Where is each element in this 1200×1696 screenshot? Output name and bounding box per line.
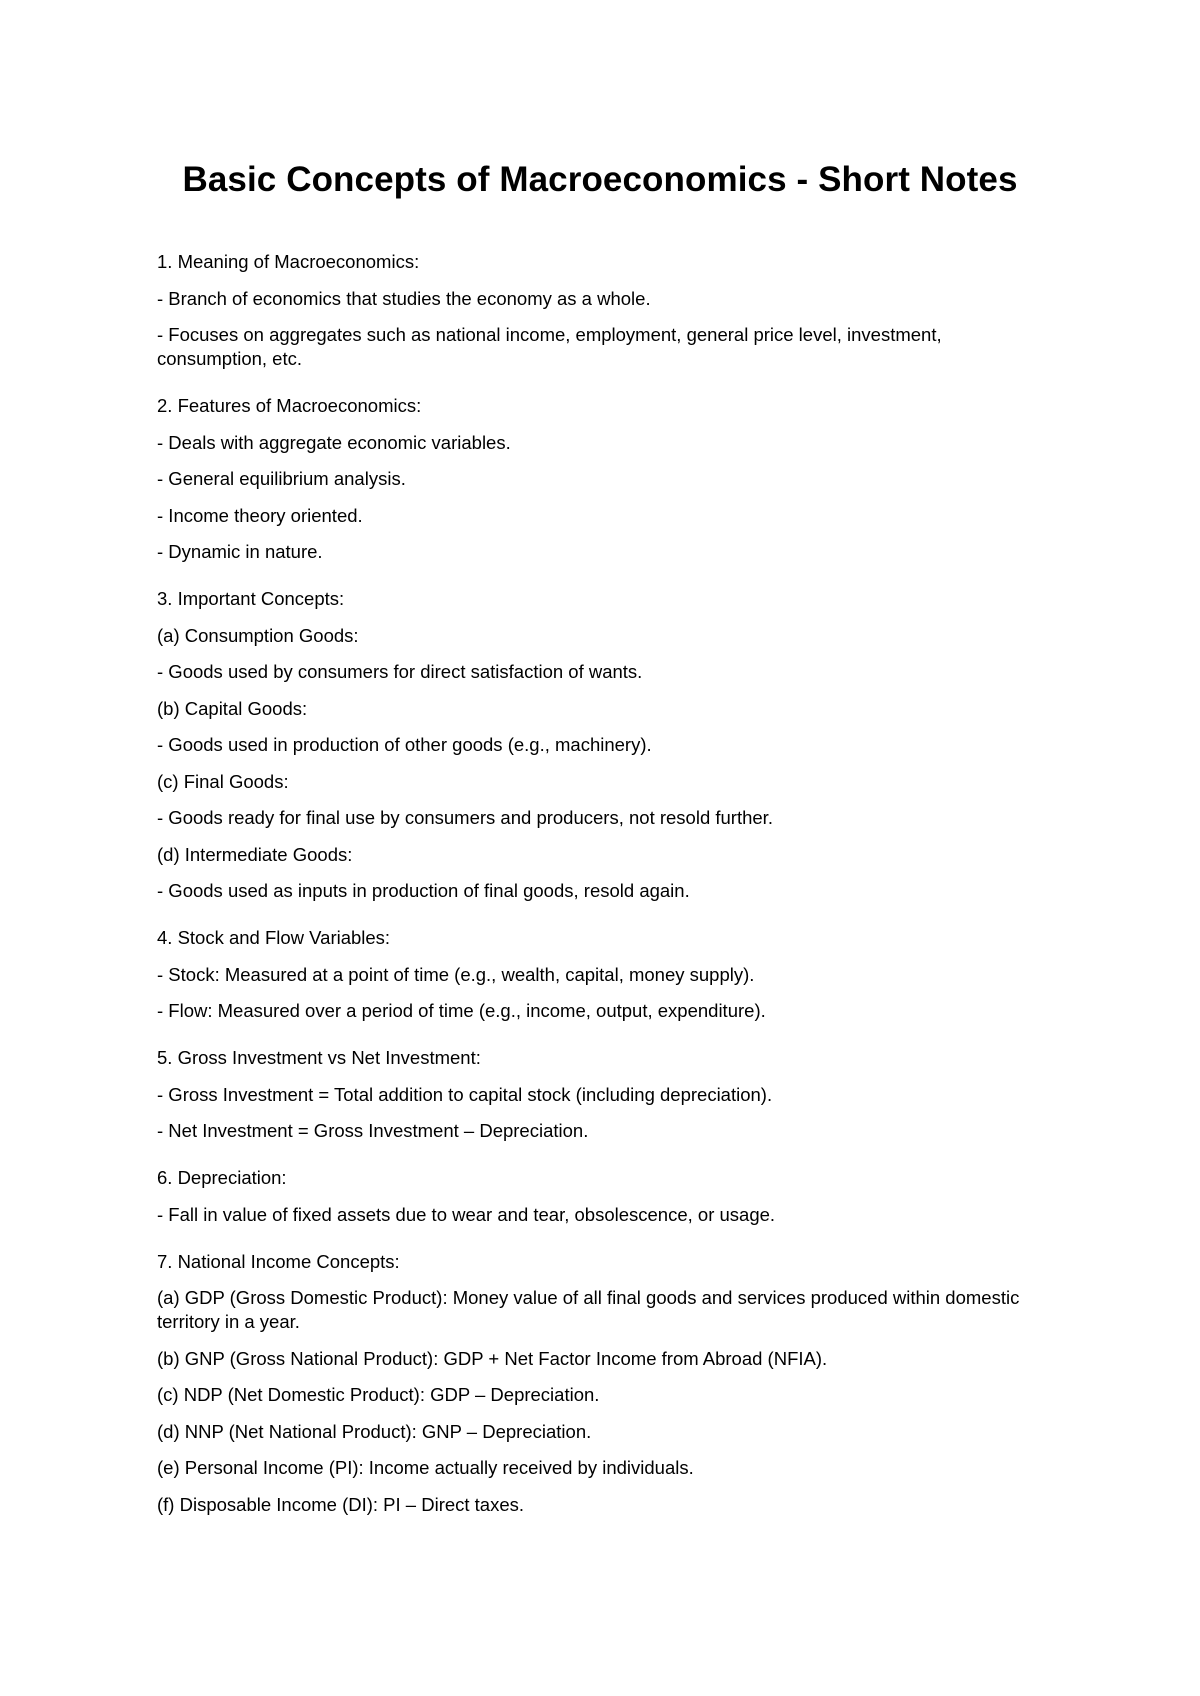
note-line: - Branch of economics that studies the economy as a whole. [157,287,651,309]
section-important-concepts [157,587,1047,903]
section-heading: 2. Features of Macroeconomics: [157,395,422,416]
note-line: - General equilibrium analysis. [157,468,406,489]
note-line-nnp: (d) NNP (Net National Product): GNP – Depreciation. [157,1420,592,1442]
document-body [157,250,1047,1529]
section-stock-flow [157,926,1047,1023]
note-line: - Net Investment = Gross Investment – Depreciation. [157,1120,589,1141]
section-investment [157,1046,1047,1143]
note-line: - Income theory oriented. [157,504,363,526]
note-line: - Goods used by consumers for direct satisfaction of wants. [157,661,643,682]
section-heading: 7. National Income Concepts: [157,1250,400,1272]
section-heading: 4. Stock and Flow Variables: [157,927,391,948]
note-line-gnp: (b) GNP (Gross National Product): GDP + Net Factor Income from Abroad (NFIA). [157,1347,828,1369]
note-line: - Goods ready for final use by consumers and producers, not resold further. [157,807,773,828]
note-line: - Focuses on aggregates such as national income, employment, general price level, investment, consumption, etc. [157,324,942,369]
subheading-consumption-goods: (a) Consumption Goods: [157,624,359,646]
section-heading: 6. Depreciation: [157,1167,287,1188]
section-features [157,394,1047,564]
note-line-di: (f) Disposable Income (DI): PI – Direct taxes. [157,1493,525,1515]
note-line: - Gross Investment = Total addition to capital stock (including depreciation). [157,1083,773,1105]
section-national-income [157,1250,1047,1517]
note-line-pi: (e) Personal Income (PI): Income actually received by individuals. [157,1457,694,1478]
note-line-gdp: (a) GDP (Gross Domestic Product): Money value of all final goods and services produced within domestic territory in a year. [157,1287,1020,1332]
note-line-ndp: (c) NDP (Net Domestic Product): GDP – Depreciation. [157,1384,600,1405]
subheading-final-goods: (c) Final Goods: [157,770,289,792]
subheading-intermediate-goods: (d) Intermediate Goods: [157,843,353,865]
note-line: - Goods used as inputs in production of final goods, resold again. [157,880,690,901]
note-line: - Fall in value of fixed assets due to wear and tear, obsolescence, or usage. [157,1203,776,1225]
note-line: - Deals with aggregate economic variables. [157,431,511,453]
note-line: - Dynamic in nature. [157,541,323,562]
section-heading: 1. Meaning of Macroeconomics: [157,251,420,272]
section-depreciation [157,1166,1047,1227]
section-heading: 3. Important Concepts: [157,588,345,609]
section-heading: 5. Gross Investment vs Net Investment: [157,1047,481,1068]
note-line: - Flow: Measured over a period of time (e.g., income, output, expenditure). [157,1000,766,1021]
section-meaning [157,250,1047,371]
note-line: - Goods used in production of other goods (e.g., machinery). [157,734,652,755]
page-title: Basic Concepts of Macroeconomics - Short Notes [182,160,1018,199]
subheading-capital-goods: (b) Capital Goods: [157,697,308,719]
note-line: - Stock: Measured at a point of time (e.g., wealth, capital, money supply). [157,963,755,985]
